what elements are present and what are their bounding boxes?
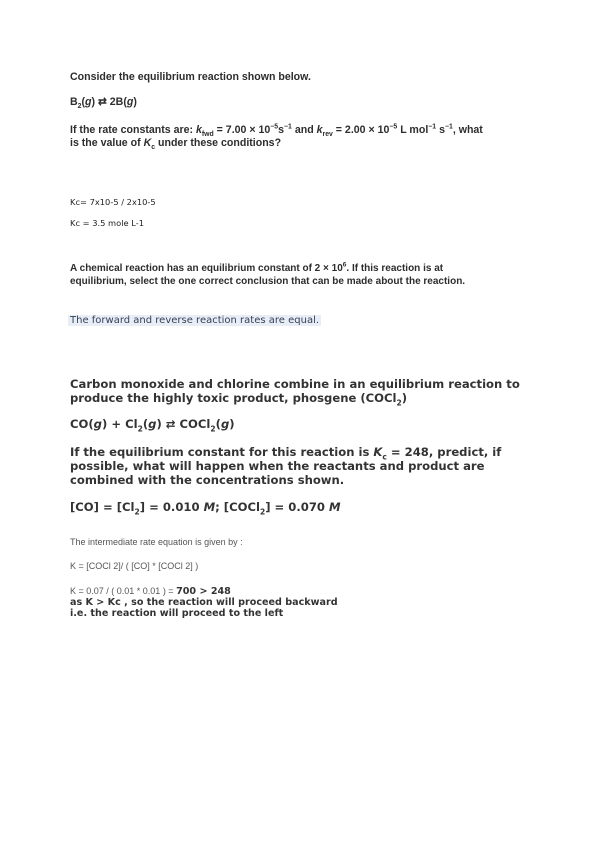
answer-1-line-2: Kc = 3.5 mole L-1	[70, 218, 145, 228]
question-3-equation: $CO(g) + Cl_2(g)$ ⇄ COCl$_2$(g)	[70, 417, 235, 434]
question-3-concentrations: $[CO] = [Cl_2] = 0.010$ M; [COCl$_2$] = 0.070 M	[70, 500, 341, 517]
question-1-equation: $B_2(g)$ ⇄ 2B(g)	[70, 96, 137, 111]
question-1-intro: Consider the equilibrium reaction shown below.	[70, 71, 311, 83]
answer-2-selected: The forward and reverse reaction rates are equal.	[70, 315, 320, 326]
answer-3-conclusion: K = 0.07 / ( 0.01 * 0.01 ) = 700 > 248 as K > Kc , so the reaction will proceed backward i.e. the reaction will proceed to the left	[70, 586, 338, 619]
question-1-prompt: If the rate constants are: $k_{fwd} = 7.00 \times 10^{-5}s^{-1}$ and $k_{rev} = 2.00 \times 10^{-5}$ L mol$^{-1}$ $s^{-1}$, what is the value of $K_c$ under these conditions?	[70, 123, 483, 152]
question-2-prompt: A chemical reaction has an equilibrium constant of $2 \times 10^6$. If this reaction is at equilibrium, select the one correct conclusion that can be made about the reaction.	[70, 261, 466, 287]
question-3-prompt: If the equilibrium constant for this reaction is $K_c = 248$, predict, if possible, what will happen when the reactants and product are combined with the concentrations shown.	[70, 445, 502, 487]
answer-1-line-1: Kc= 7x10-5 / 2x10-5	[70, 197, 156, 207]
answer-3-line-2: K = [COCl 2]/ ( [CO] * [COCl 2] )	[70, 561, 199, 571]
question-3-intro: Carbon monoxide and chlorine combine in an equilibrium reaction to produce the highly toxic product, phosgene (COCl$_2$)	[70, 377, 520, 408]
answer-3-line-1: The intermediate rate equation is given by :	[70, 537, 243, 547]
